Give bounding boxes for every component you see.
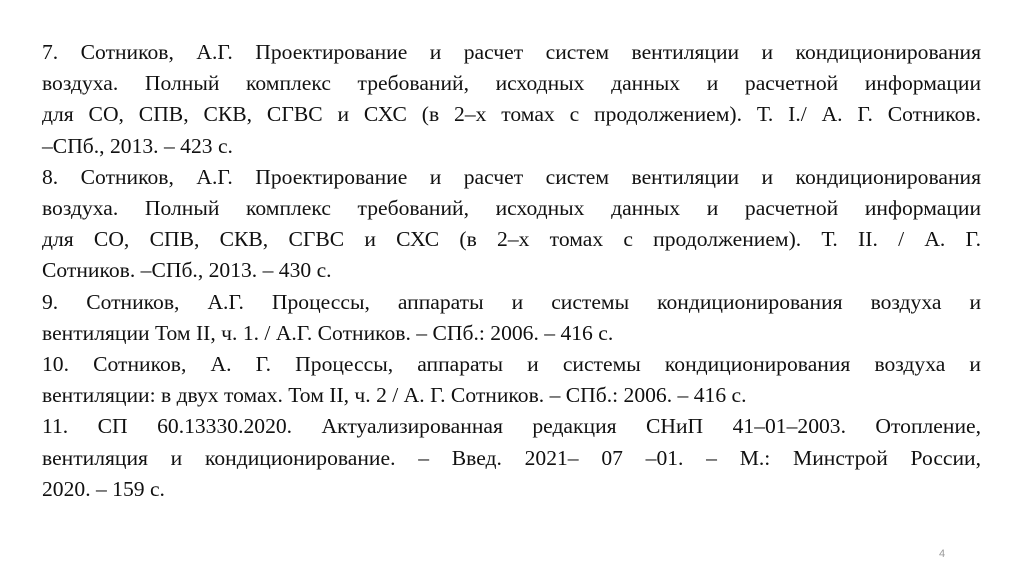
reference-line: воздуха. Полный комплекс требований, исходных данных и расчетной информации xyxy=(42,196,981,221)
reference-item-8 xyxy=(42,162,981,287)
reference-line: воздуха. Полный комплекс требований, исходных данных и расчетной информации xyxy=(42,71,981,96)
reference-line: для СО, СПВ, СКВ, СГВС и СХС (в 2–х томах с продолжением). Т. II. / А. Г. xyxy=(42,227,981,252)
reference-item-11 xyxy=(42,411,981,505)
reference-line: вентиляции: в двух томах. Том II, ч. 2 / А. Г. Сотников. – СПб.: 2006. – 416 с. xyxy=(42,383,747,408)
reference-line: для СО, СПВ, СКВ, СГВС и СХС (в 2–х томах с продолжением). Т. I./ А. Г. Сотников. xyxy=(42,102,981,127)
reference-line: –СПб., 2013. – 423 с. xyxy=(42,133,233,158)
reference-item-10 xyxy=(42,349,981,411)
reference-line: 8. Сотников, А.Г. Проектирование и расчет систем вентиляции и кондиционирования xyxy=(42,164,981,189)
reference-line: 11. СП 60.13330.2020. Актуализированная редакция СНиП 41–01–2003. Отопление, xyxy=(42,414,981,439)
reference-line: Сотников. –СПб., 2013. – 430 с. xyxy=(42,258,332,283)
reference-list xyxy=(42,37,981,505)
reference-line: 10. Сотников, А. Г. Процессы, аппараты и системы кондиционирования воздуха и xyxy=(42,352,981,377)
reference-line: 7. Сотников, А.Г. Проектирование и расчет систем вентиляции и кондиционирования xyxy=(42,40,981,64)
reference-item-7 xyxy=(42,37,981,162)
reference-line: вентиляция и кондиционирование. – Введ. 2021– 07 –01. – М.: Минстрой России, xyxy=(42,445,981,470)
reference-item-9 xyxy=(42,287,981,349)
reference-line: 9. Сотников, А.Г. Процессы, аппараты и системы кондиционирования воздуха и xyxy=(42,289,981,314)
reference-line: вентиляции Том II, ч. 1. / А.Г. Сотников. – СПб.: 2006. – 416 с. xyxy=(42,320,614,345)
page-number: 4 xyxy=(939,548,946,560)
reference-line: 2020. – 159 с. xyxy=(42,476,165,501)
